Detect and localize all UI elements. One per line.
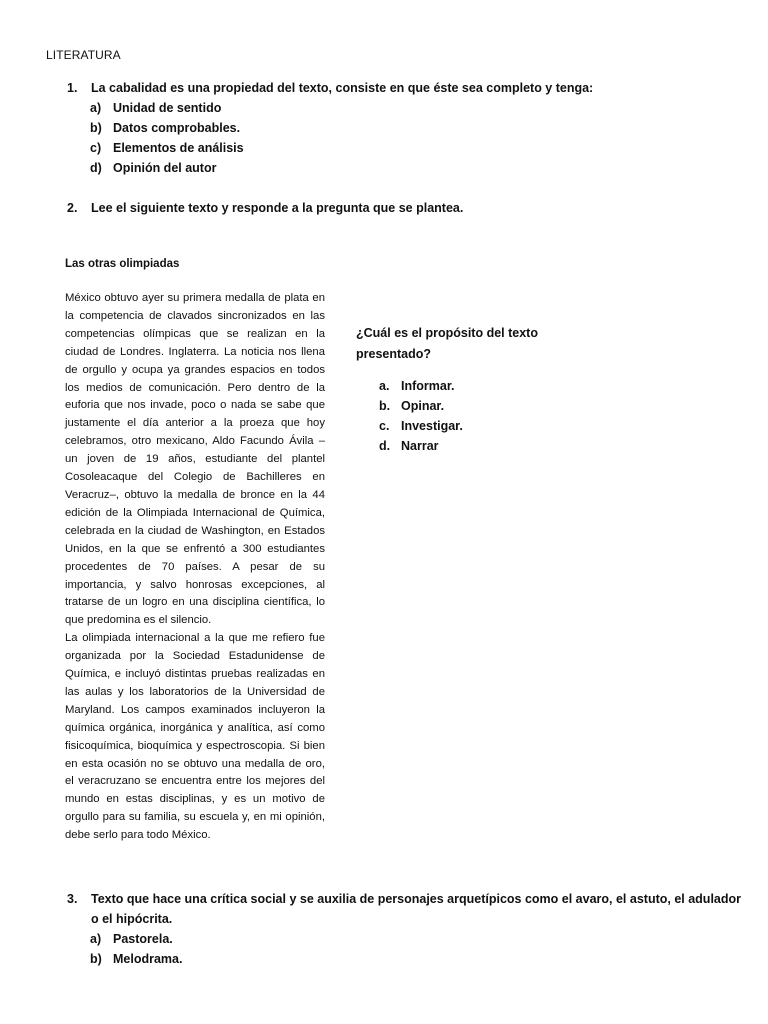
option-letter: a. — [379, 379, 390, 393]
option-text: Unidad de sentido — [113, 101, 222, 115]
option-letter: c) — [90, 141, 102, 155]
section-heading: LITERATURA — [46, 48, 121, 62]
option-letter: d. — [379, 439, 391, 453]
question-1-number: 1. — [67, 81, 78, 95]
passage-body — [65, 290, 325, 845]
passage-paragraph-1: México obtuvo ayer su primera medalla de plata en la competencia de clavados sincronizados en las competencias olímpicas que se realizan en la ciudad de Londres. Inglaterra. La noticia nos llena de orgullo y ocupa ya grandes espacios en todos los medios de comunicación. Pero dentro de la euforia que nos invade, poco o nada se sabe que justamente el día anterior a la proeza que hoy celebramos, otro mexicano, Aldo Facundo Ávila – un joven de 19 años, estudiante del plantel Cosoleacaque del Colegio de Bachilleres en Veracruz–, obtuvo la medalla de bronce en la 44 edición de la Olimpiada Internacional de Química, celebrada en la ciudad de Washington, en Estados Unidos, en la que se enfrentó a 300 estudiantes procedentes de 70 países. A pesar de su importancia, y salvo honrosas excepciones, al tratarse de un logro en una disciplina científica, lo que predomina es el silencio. — [65, 292, 325, 627]
option-letter: b) — [90, 121, 102, 135]
question-3-number: 3. — [67, 892, 78, 906]
question-1-text: La cabalidad es una propiedad del texto, consiste en que éste sea completo y tenga: — [91, 81, 594, 95]
option-text: Narrar — [401, 439, 439, 453]
question-2 — [67, 198, 747, 218]
option-letter: d) — [90, 161, 102, 175]
option-letter: a) — [90, 932, 102, 946]
option-text: Informar. — [401, 379, 455, 393]
option-letter: a) — [90, 101, 102, 115]
option-letter: c. — [379, 419, 390, 433]
option-text: Opinión del autor — [113, 161, 217, 175]
option-text: Elementos de análisis — [113, 141, 244, 155]
passage-paragraph-2: La olimpiada internacional a la que me refiero fue organizada por la Sociedad Estadunidense de Química, e incluyó distintas pruebas realizadas en las aulas y los laboratorios de la Universidad de Maryland. Los campos examinados incluyeron la química orgánica, inorgánica y analítica, así como fisicoquímica, bioquímica y espectroscopia. Si bien en esta ocasión no se obtuvo una medalla de oro, el veracruzano se encuentra entre los mejores del mundo en estas disciplinas, y es un motivo de orgullo para su familia, su escuela y, en mi opinión, debe serlo para todo México. — [65, 632, 325, 842]
question-1 — [67, 78, 747, 98]
side-question-text: ¿Cuál es el propósito del texto presentado? — [356, 326, 538, 361]
option-text: Pastorela. — [113, 932, 173, 946]
question-2-text: Lee el siguiente texto y responde a la pregunta que se plantea. — [91, 201, 464, 215]
question-2-number: 2. — [67, 201, 78, 215]
question-3-text: Texto que hace una crítica social y se auxilia de personajes arquetípicos como el avaro, el astuto, el adulador o el hipócrita. — [91, 892, 741, 926]
option-text: Datos comprobables. — [113, 121, 241, 135]
option-text: Investigar. — [401, 419, 463, 433]
option-text: Opinar. — [401, 399, 445, 413]
passage-title: Las otras olimpiadas — [65, 258, 180, 270]
option-text: Melodrama. — [113, 952, 183, 966]
option-letter: b. — [379, 399, 391, 413]
option-letter: b) — [90, 952, 102, 966]
